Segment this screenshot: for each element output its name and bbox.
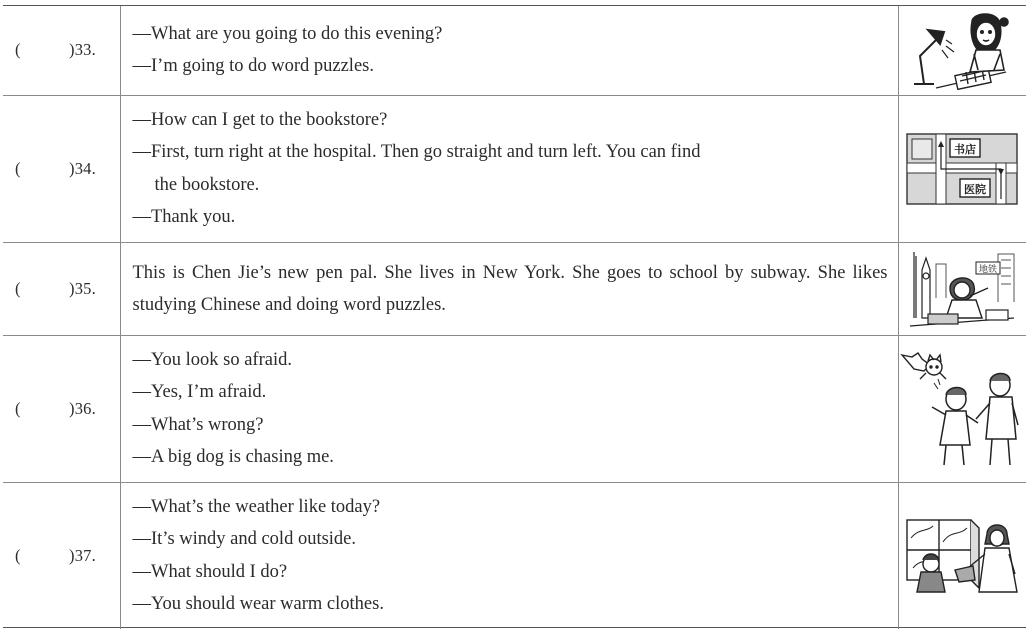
question-number: )34. bbox=[69, 158, 96, 178]
question-row-36 bbox=[3, 335, 1026, 482]
city-subway-girl-illustration bbox=[906, 248, 1018, 330]
answer-cell[interactable] bbox=[3, 335, 120, 482]
answer-paren: ( bbox=[15, 545, 21, 565]
dialogue-text bbox=[120, 482, 898, 629]
dialogue-line: —Thank you. bbox=[132, 207, 236, 227]
question-number: )33. bbox=[69, 40, 96, 60]
answer-paren: ( bbox=[15, 40, 21, 60]
picture-cell bbox=[898, 482, 1026, 629]
dialogue-line: —You look so afraid. bbox=[132, 349, 292, 370]
map-label-hospital: 医院 bbox=[964, 182, 987, 196]
dialogue-line: —First, turn right at the hospital. Then go straight and turn left. You can find bbox=[132, 142, 701, 162]
dialogue-line: —What should I do? bbox=[132, 561, 288, 582]
question-row-37 bbox=[3, 482, 1026, 629]
answer-cell[interactable] bbox=[3, 482, 120, 629]
question-sheet bbox=[3, 5, 1026, 628]
question-number: )37. bbox=[69, 545, 96, 565]
street-map-illustration bbox=[906, 133, 1018, 205]
dialogue-line: —What’s wrong? bbox=[132, 414, 264, 435]
passage-text bbox=[120, 242, 898, 335]
question-row-35 bbox=[3, 242, 1026, 335]
boys-and-cat-illustration bbox=[900, 349, 1024, 469]
question-row-33 bbox=[3, 6, 1026, 95]
answer-cell[interactable] bbox=[3, 6, 120, 95]
dialogue-line: —I’m going to do word puzzles. bbox=[132, 56, 374, 77]
answer-paren: ( bbox=[15, 278, 21, 298]
question-number: )35. bbox=[69, 278, 96, 298]
dialogue-line: —What are you going to do this evening? bbox=[132, 23, 443, 44]
question-table bbox=[3, 6, 1026, 629]
picture-cell bbox=[898, 95, 1026, 242]
dialogue-line: the bookstore. bbox=[154, 174, 260, 195]
dialogue-text bbox=[120, 6, 898, 95]
map-label-bookstore: 书店 bbox=[954, 142, 977, 156]
picture-cell bbox=[898, 6, 1026, 95]
question-row-34 bbox=[3, 95, 1026, 242]
subway-sign-label: 地铁 bbox=[979, 264, 998, 275]
dialogue-line: —It’s windy and cold outside. bbox=[132, 529, 357, 550]
picture-cell bbox=[898, 242, 1026, 335]
dialogue-text bbox=[120, 335, 898, 482]
picture-cell bbox=[898, 335, 1026, 482]
passage-paragraph: This is Chen Jie’s new pen pal. She lives in New York. She goes to school by subway. She likes studying Chinese and doing word puzzles. bbox=[132, 262, 888, 315]
dialogue-line: —Yes, I’m afraid. bbox=[132, 382, 267, 402]
girl-lamp-puzzle-illustration bbox=[906, 10, 1018, 90]
answer-cell[interactable] bbox=[3, 242, 120, 335]
answer-paren: ( bbox=[15, 158, 21, 178]
window-mother-child-illustration bbox=[905, 518, 1019, 594]
dialogue-line: —You should wear warm clothes. bbox=[132, 594, 384, 615]
dialogue-line: —What’s the weather like today? bbox=[132, 496, 381, 517]
dialogue-line: —How can I get to the bookstore? bbox=[132, 109, 388, 130]
answer-cell[interactable] bbox=[3, 95, 120, 242]
dialogue-line: —A big dog is chasing me. bbox=[132, 447, 334, 467]
dialogue-text bbox=[120, 95, 898, 242]
answer-paren: ( bbox=[15, 398, 21, 418]
question-number: )36. bbox=[69, 398, 96, 418]
